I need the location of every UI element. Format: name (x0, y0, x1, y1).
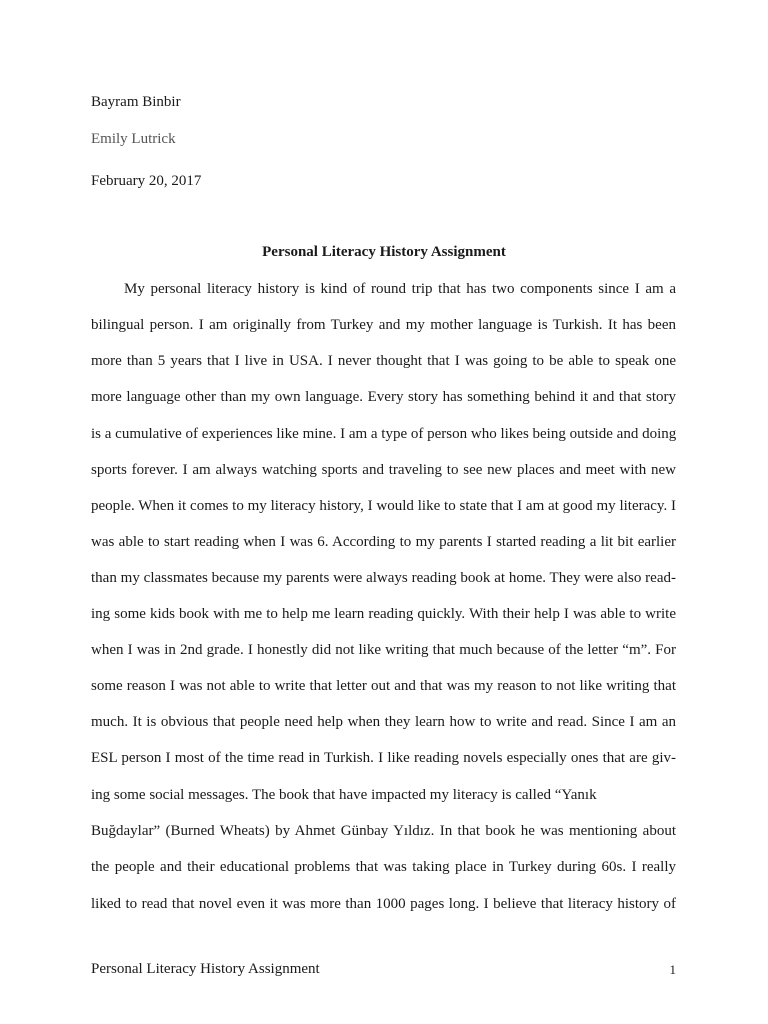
paragraph-line: My personal literacy history is kind of round trip that has two components since I am a (124, 281, 676, 297)
author-name: Bayram Binbir (91, 94, 181, 110)
paragraph-line: people. When it comes to my literacy history, I would like to state that I am at good my literacy. I (91, 498, 676, 514)
paragraph-line: more language other than my own language. Every story has something behind it and that story (91, 389, 676, 405)
paragraph-line: liked to read that novel even it was more than 1000 pages long. I believe that literacy history of (91, 896, 676, 912)
page-number: 1 (669, 962, 676, 977)
paragraph-line: bilingual person. I am originally from Turkey and my mother language is Turkish. It has been (91, 317, 676, 333)
instructor-name: Emily Lutrick (91, 131, 176, 147)
paragraph-line: when I was in 2nd grade. I honestly did not like writing that much because of the letter “m”. For (91, 642, 676, 658)
paragraph-line: some reason I was not able to write that letter out and that was my reason to not like writing that (91, 678, 676, 694)
paragraph-line: the people and their educational problems that was taking place in Turkey during 60s. I really (91, 859, 676, 875)
paragraph-line: sports forever. I am always watching sports and traveling to see new places and meet with new (91, 462, 676, 478)
paragraph-line: Buğdaylar” (Burned Wheats) by Ahmet Günbay Yıldız. In that book he was mentioning about (91, 823, 676, 839)
paragraph-line: ESL person I most of the time read in Turkish. I like reading novels especially ones that are giv- (91, 750, 676, 766)
paragraph-line: than my classmates because my parents were always reading book at home. They were also read- (91, 570, 676, 586)
paragraph-line: is a cumulative of experiences like mine. I am a type of person who likes being outside and doing (91, 426, 676, 442)
paragraph-line: ing some social messages. The book that have impacted my literacy is called “Yanık (91, 787, 597, 803)
paragraph-line: more than 5 years that I live in USA. I never thought that I was going to be able to speak one (91, 353, 676, 369)
document-date: February 20, 2017 (91, 173, 202, 189)
document-title: Personal Literacy History Assignment (262, 244, 506, 260)
paragraph-line: much. It is obvious that people need help when they learn how to write and read. Since I am an (91, 714, 676, 730)
footer-title: Personal Literacy History Assignment (91, 961, 320, 977)
paragraph-line: was able to start reading when I was 6. According to my parents I started reading a lit bit earlier (91, 534, 676, 550)
paragraph-line: ing some kids book with me to help me learn reading quickly. With their help I was able to write (91, 606, 676, 622)
